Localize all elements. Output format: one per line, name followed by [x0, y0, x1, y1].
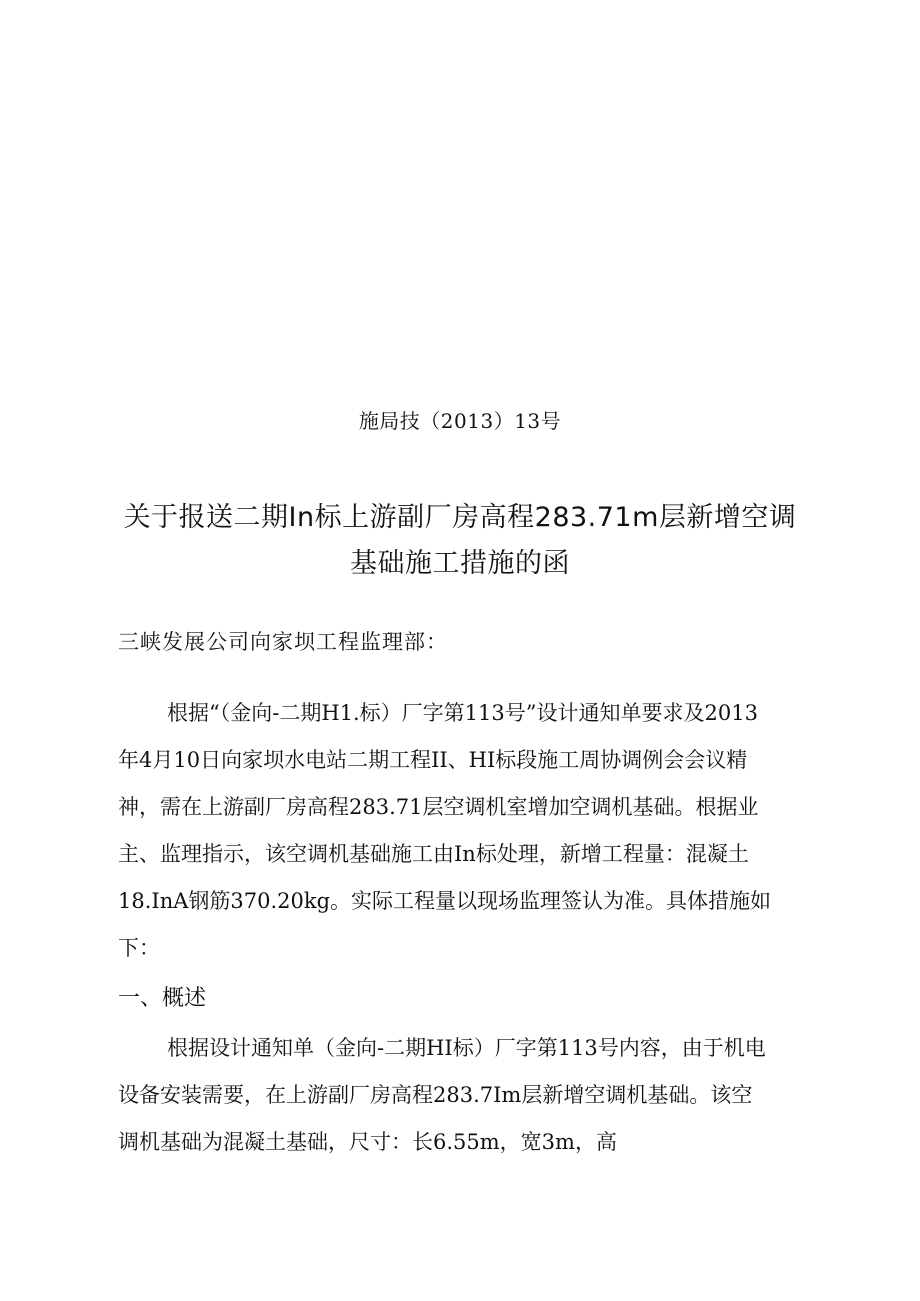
paragraph-1-line-5: 18.InA钢筋370.20kg。实际工程量以现场监理签认为准。具体措施如 [118, 889, 772, 913]
section-heading-overview: 一、概述 [118, 986, 207, 1011]
paragraph-1-line-6: 下： [118, 936, 160, 960]
document-number: 施局技（2013）13号 [358, 409, 562, 433]
paragraph-2-line-1: 根据设计通知单（金向-二期HI标）厂字第113号内容，由于机电 [167, 1036, 766, 1060]
paragraph-2-line-2: 设备安装需要，在上游副厂房高程283.7Im层新增空调机基础。该空 [118, 1083, 753, 1107]
paragraph-1-line-4: 主、监理指示，该空调机基础施工由In标处理，新增工程量：混凝土 [118, 842, 749, 866]
paragraph-1-line-3: 神，需在上游副厂房高程283.71层空调机室增加空调机基础。根据业 [118, 795, 759, 819]
title-line-2: 基础施工措施的函 [350, 548, 570, 579]
paragraph-1-line-2: 年4月10日向家坝水电站二期工程II、HI标段施工周协调例会会议精 [118, 748, 748, 772]
recipient-line: 三峡发展公司向家坝工程监理部： [118, 630, 448, 654]
paragraph-1-line-1: 根据“（金向-二期H1.标）厂字第113号”设计通知单要求及2013 [167, 701, 758, 725]
title-line-1: 关于报送二期In标上游副厂房高程283.71m层新增空调 [123, 502, 797, 533]
document-title [110, 495, 810, 587]
paragraph-2-line-3: 调机基础为混凝土基础，尺寸：长6.55m，宽3m，高 [118, 1130, 617, 1154]
